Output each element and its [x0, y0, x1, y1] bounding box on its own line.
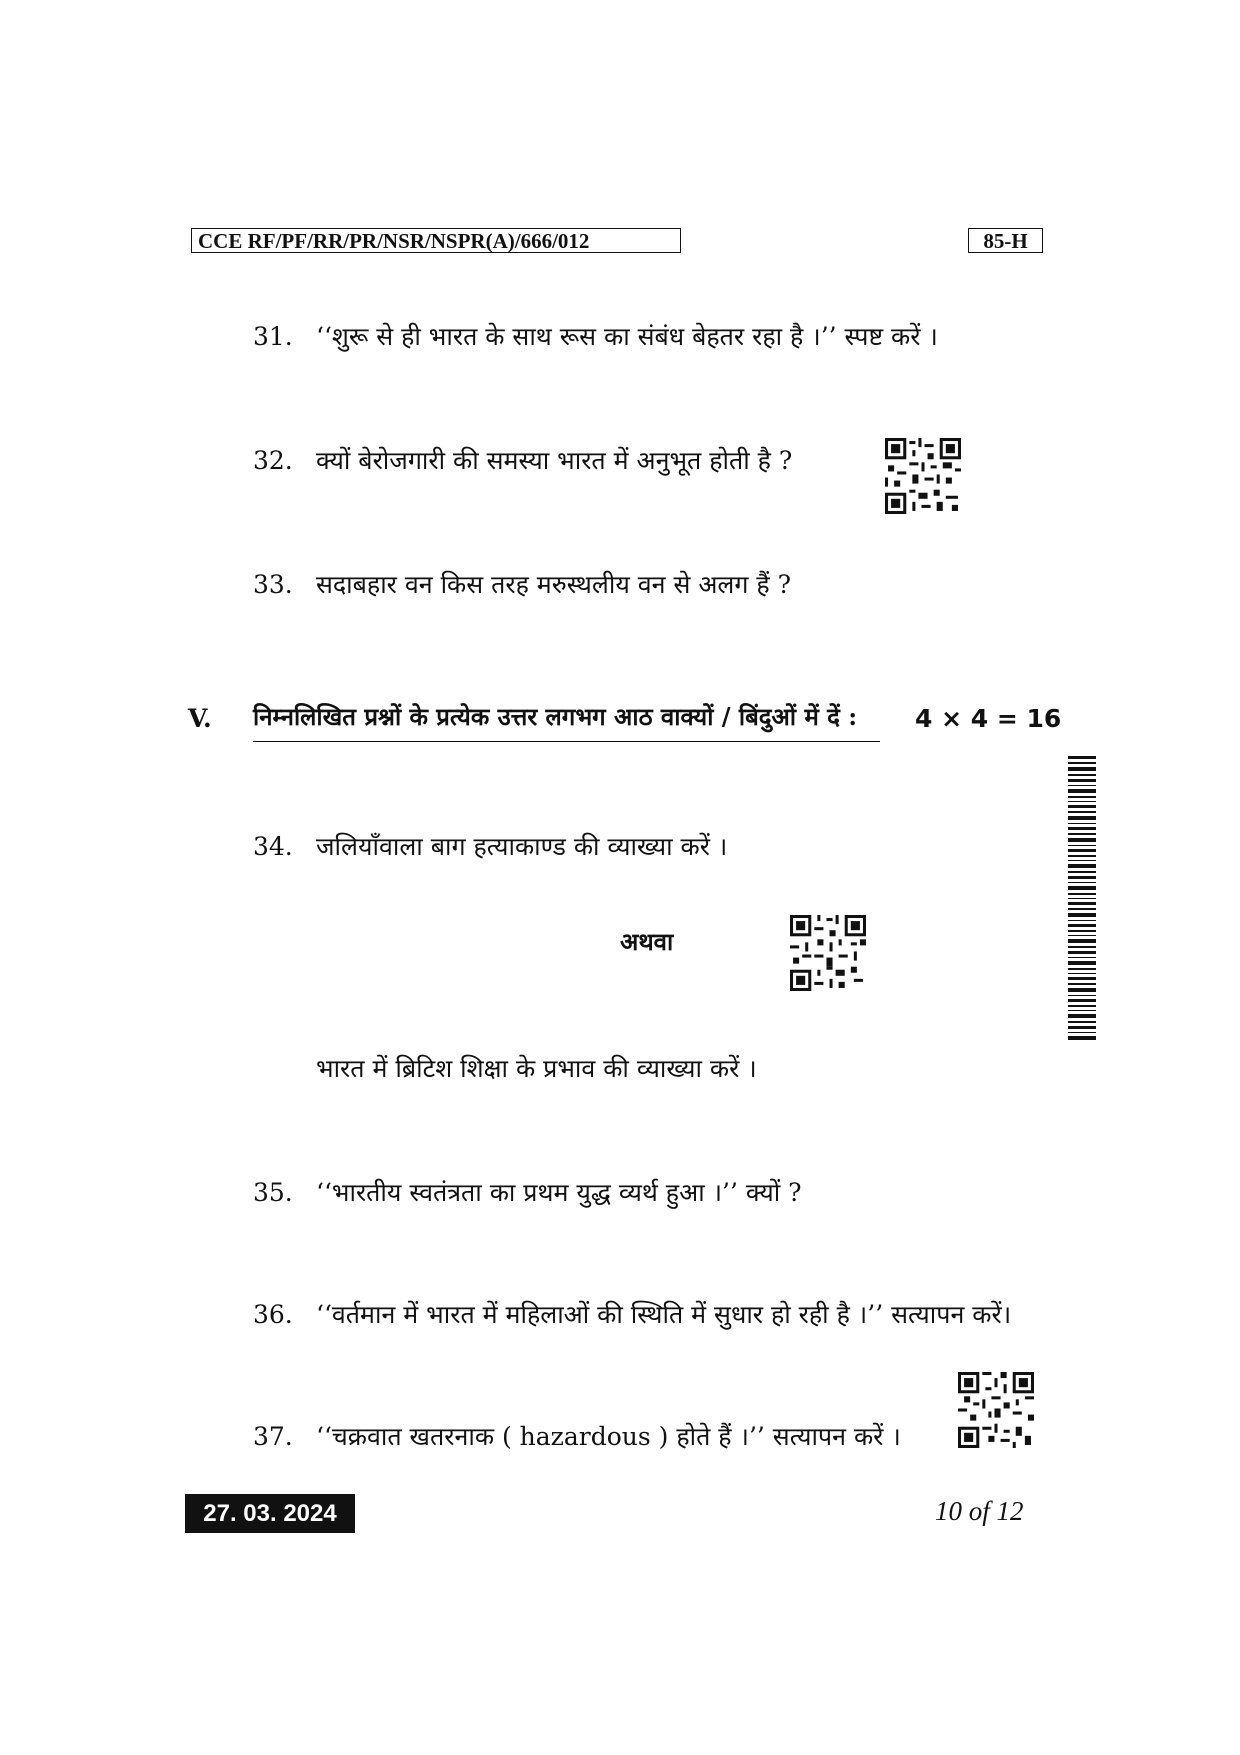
section-number: V.	[188, 704, 212, 733]
section-title: निम्नलिखित प्रश्नों के प्रत्येक उत्तर लगभग आठ वाक्यों / बिंदुओं में दें :	[253, 700, 880, 742]
section-marks: 4 × 4 = 16	[915, 704, 1062, 733]
set-code-box: 85-H	[968, 228, 1043, 253]
question-text: ‘‘भारतीय स्वतंत्रता का प्रथम युद्ध व्यर्थ हुआ ।’’ क्यों ?	[316, 1178, 802, 1207]
question-text: भारत में ब्रिटिश शिक्षा के प्रभाव की व्याख्या करें ।	[316, 1054, 757, 1083]
question-text: ‘‘शुरू से ही भारत के साथ रूस का संबंध बेहतर रहा है ।’’ स्पष्ट करें ।	[316, 322, 938, 351]
question-text: ‘‘वर्तमान में भारत में महिलाओं की स्थिति में सुधार हो रही है ।’’ सत्यापन करें।	[316, 1300, 1012, 1329]
question-number: 37.	[253, 1422, 293, 1451]
exam-date-badge: 27. 03. 2024	[185, 1494, 355, 1533]
question-number: 35.	[253, 1178, 293, 1207]
question-number: 36.	[253, 1300, 293, 1329]
question-text: सदाबहार वन किस तरह मरुस्थलीय वन से अलग हैं ?	[316, 570, 792, 599]
question-text: जलियाँवाला बाग हत्याकाण्ड की व्याख्या करें ।	[316, 832, 728, 861]
question-text: ‘‘चक्रवात खतरनाक ( hazardous ) होते हैं ।’’ सत्यापन करें ।	[316, 1422, 901, 1451]
question-32	[0, 444, 1240, 484]
or-label: अथवा	[620, 927, 674, 956]
paper-code-box: CCE RF/PF/RR/PR/NSR/NSPR(A)/666/012	[191, 228, 681, 253]
question-number: 33.	[253, 570, 293, 599]
question-35	[0, 1176, 1240, 1216]
question-31	[0, 320, 1240, 360]
qr-code-icon	[885, 438, 961, 514]
question-34	[0, 830, 1240, 870]
question-37	[0, 1420, 1240, 1460]
question-text: क्यों बेरोजगारी की समस्या भारत में अनुभूत होती है ?	[316, 446, 793, 475]
qr-code-icon	[790, 915, 866, 991]
question-number: 31.	[253, 322, 293, 351]
page-number: 10 of 12	[935, 1496, 1024, 1526]
question-number: 32.	[253, 446, 293, 475]
question-34-alternative	[0, 1052, 1240, 1092]
barcode-icon	[1068, 756, 1096, 1040]
question-36	[0, 1298, 1240, 1338]
question-number: 34.	[253, 832, 293, 861]
question-33	[0, 568, 1240, 608]
